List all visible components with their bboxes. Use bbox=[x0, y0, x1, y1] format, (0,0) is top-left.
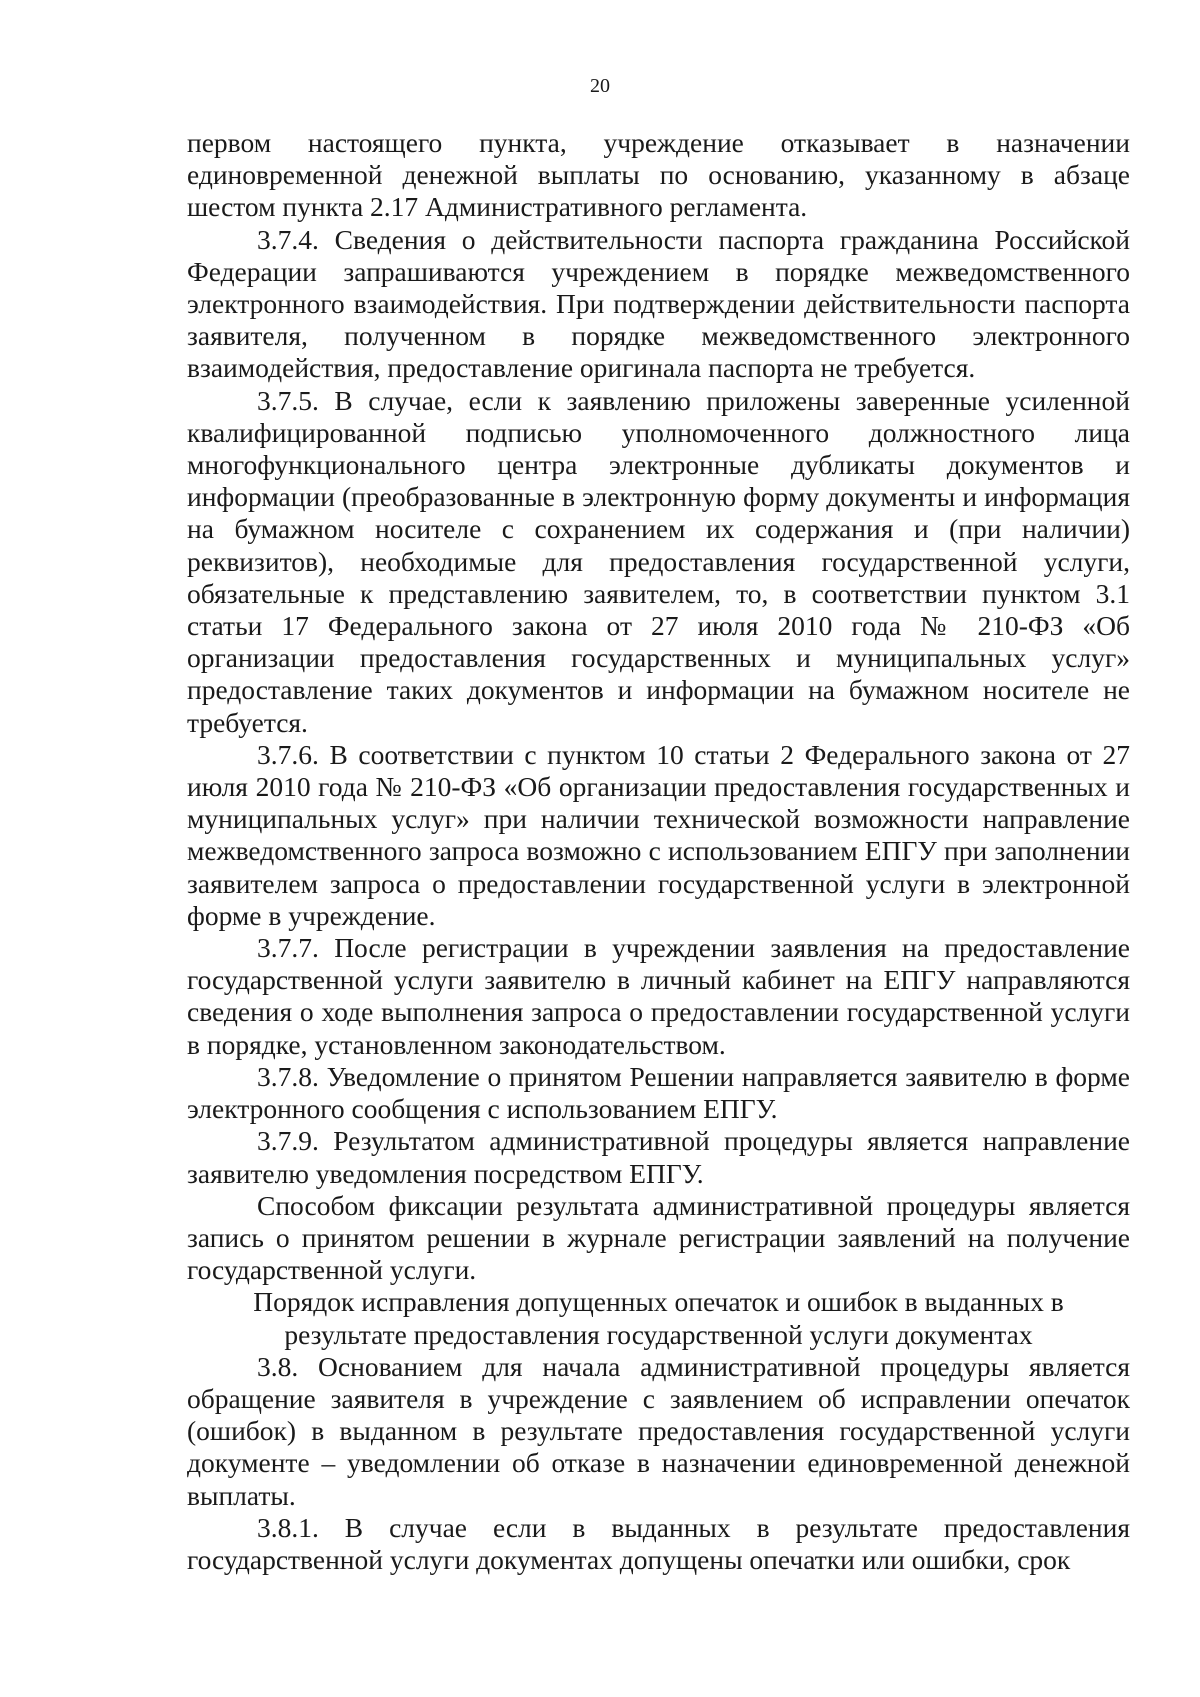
page-number: 20 bbox=[590, 75, 610, 97]
section-heading bbox=[187, 1286, 1130, 1350]
paragraph-3-7-9: 3.7.9. Результатом административной процедуры является направление заявителю уведомления посредством ЕПГУ. bbox=[187, 1125, 1130, 1189]
paragraph-3-7-6: 3.7.6. В соответствии с пунктом 10 статьи 2 Федерального закона от 27 июля 2010 года № 210-ФЗ «Об организации предоставления государственных и муниципальных услуг» при наличии технической возможности направление межведомственного запроса возможно с использованием ЕПГУ при заполнении заявителем запроса о предоставлении государственной услуги в электронной форме в учреждение. bbox=[187, 738, 1130, 931]
paragraph-3-7-5: 3.7.5. В случае, если к заявлению приложены заверенные усиленной квалифицированной подписью уполномоченного должностного лица многофункционального центра электронные дубликаты документов и информации (преобразованные в электронную форму документы и информация на бумажном носителе с сохранением их содержания и (при наличии) реквизитов), необходимые для предоставления государственной услуги, обязательные к представлению заявителем, то, в соответствии пунктом 3.1 статьи 17 Федерального закона от 27 июля 2010 года № 210-ФЗ «Об организации предоставления государственных и муниципальных услуг» предоставление таких документов и информации на бумажном носителе не требуется. bbox=[187, 384, 1130, 738]
paragraph-3-7-8: 3.7.8. Уведомление о принятом Решении направляется заявителю в форме электронного сообщения с использованием ЕПГУ. bbox=[187, 1060, 1130, 1125]
paragraph-3-7-4: 3.7.4. Сведения о действительности паспорта гражданина Российской Федерации запрашиваются учреждением в порядке межведомственного электронного взаимодействия. При подтверждении действительности паспорта заявителя, полученном в порядке межведомственного электронного взаимодействия, предоставление оригинала паспорта не требуется. bbox=[187, 223, 1130, 384]
paragraph-3-8-1: 3.8.1. В случае если в выданных в результате предоставления государственной услуги документах допущены опечатки или ошибки, срок bbox=[187, 1511, 1130, 1575]
section-heading-line-2: результате предоставления государственной услуги документах bbox=[284, 1318, 1033, 1350]
paragraph-3-8: 3.8. Основанием для начала административной процедуры является обращение заявителя в учреждение с заявлением об исправлении опечаток (ошибок) в выданном в результате предоставления государственной услуги документе – уведомлении об отказе в назначении единовременной денежной выплаты. bbox=[187, 1350, 1130, 1511]
paragraph-3-7-7: 3.7.7. После регистрации в учреждении заявления на предоставление государственной услуги заявителю в личный кабинет на ЕПГУ направляются сведения о ходе выполнения запроса о предоставлении государственной услуги в порядке, установленном законодательством. bbox=[187, 932, 1130, 1060]
paragraph-continuation: первом настоящего пункта, учреждение отказывает в назначении единовременной денежной выплаты по основанию, указанному в абзаце шестом пункта 2.17 Административного регламента. bbox=[187, 127, 1130, 223]
section-heading-line-1: Порядок исправления допущенных опечаток и ошибок в выданных в bbox=[253, 1286, 1064, 1318]
paragraph-fixation: Способом фиксации результата административной процедуры является запись о принятом решении в журнале регистрации заявлений на получение государственной услуги. bbox=[187, 1189, 1130, 1286]
document-body bbox=[187, 127, 1130, 1576]
